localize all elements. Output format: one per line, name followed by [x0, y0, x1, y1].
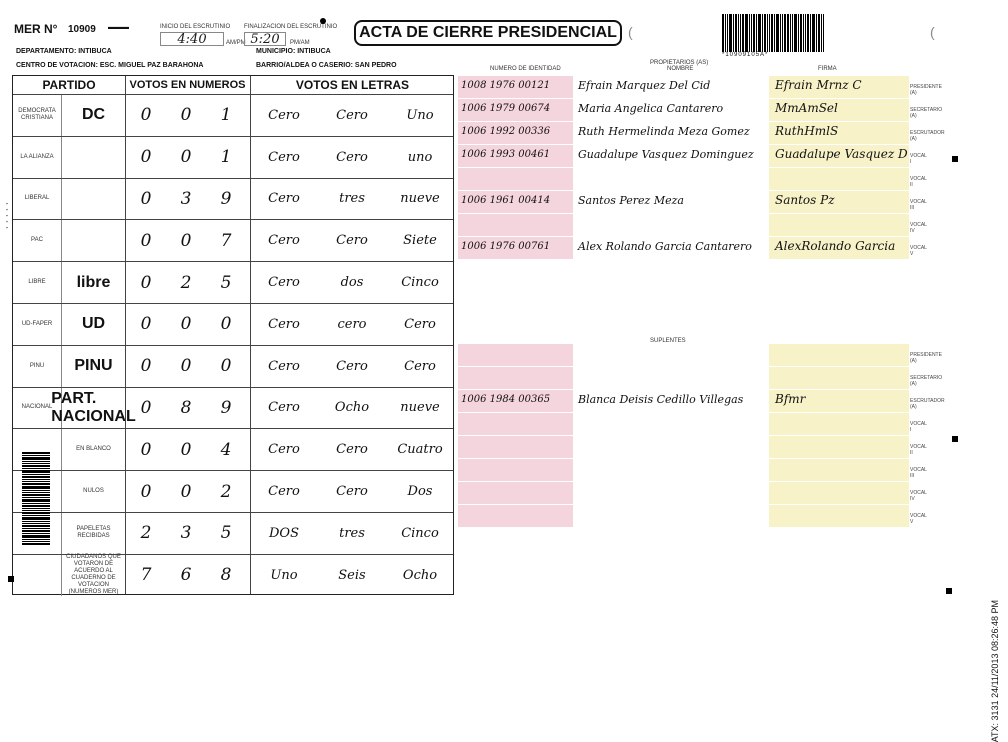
municipality-label: MUNICIPIO:: [256, 48, 296, 55]
party-name: LIBRE: [28, 279, 46, 286]
member-name: Guadalupe Vasquez Dominguez: [578, 148, 754, 161]
vote-word: uno: [407, 149, 433, 165]
name-cell: [575, 344, 767, 366]
name-cell: [575, 237, 767, 259]
end-time: 5:20: [244, 32, 286, 46]
vote-digit: 0: [180, 105, 192, 126]
vote-digit: 0: [140, 481, 152, 502]
department-label: DEPARTAMENTO:: [16, 48, 77, 55]
role-label: PRESIDENTE (A): [910, 84, 942, 96]
signature-row: [458, 505, 927, 527]
vote-word: Cero: [268, 149, 300, 165]
signature-row: [458, 168, 927, 190]
center-label: CENTRO DE VOTACION:: [16, 62, 98, 69]
id-number: 1006 1979 00674: [461, 103, 551, 114]
party-logo: PINU: [61, 346, 125, 387]
vote-digit: 4: [220, 439, 232, 460]
role-label: VOCAL I: [910, 153, 927, 165]
table-row: [13, 303, 453, 345]
bracket-icon: (: [628, 24, 633, 40]
name-cell: [575, 214, 767, 236]
vote-digit: 0: [140, 105, 152, 126]
id-number: 1006 1984 00365: [461, 394, 551, 405]
vote-digit: 3: [180, 523, 192, 544]
id-cell: [458, 390, 573, 412]
vote-word: dos: [340, 275, 364, 291]
id-cell: [458, 99, 573, 121]
bracket-icon-right: (: [930, 24, 935, 40]
table-row: [13, 94, 453, 136]
signature-row: [458, 367, 943, 389]
party-logo: DC: [61, 95, 125, 136]
member-name: Maria Angelica Cantarero: [578, 102, 724, 115]
name-column-header: NOMBRE: [667, 66, 694, 72]
signature-cell: [769, 344, 909, 366]
signature-cell: [769, 76, 909, 98]
vote-digit: 8: [220, 565, 232, 586]
department-value: INTIBUCA: [78, 48, 112, 55]
letters-column-header: VOTOS EN LETRAS: [295, 78, 410, 92]
table-row: [13, 219, 453, 261]
signature-text: MmAmSel: [775, 101, 838, 115]
id-cell: [458, 145, 573, 167]
vote-word: cero: [337, 316, 367, 332]
summary-label: PAPELETAS RECIBIDAS: [61, 513, 125, 554]
table-row: [13, 345, 453, 387]
vote-word: Cero: [336, 149, 368, 165]
party-name: LIBERAL: [24, 195, 50, 202]
vote-word: Cero: [268, 191, 300, 207]
signature-row: [458, 344, 942, 366]
signature-row: [458, 459, 927, 481]
id-cell: [458, 459, 573, 481]
vote-digit: 2: [180, 272, 192, 293]
signature-row: [458, 482, 927, 504]
member-name: Blanca Deisis Cedillo Villegas: [578, 393, 744, 406]
vote-word: Cero: [268, 484, 300, 500]
signature-cell: [769, 145, 909, 167]
member-name: Santos Perez Meza: [578, 194, 684, 207]
role-label: VOCAL V: [910, 245, 927, 257]
vote-word: tres: [339, 191, 365, 207]
name-cell: [575, 390, 767, 412]
vote-word: tres: [339, 525, 365, 541]
signature-cell: [769, 367, 909, 389]
party-name: PAC: [31, 237, 43, 244]
signature-text: Guadalupe Vasquez D: [775, 147, 908, 161]
role-label: SECRETARIO (A): [910, 375, 943, 387]
vote-digit: 9: [220, 397, 232, 418]
vote-word: Seis: [338, 567, 366, 583]
barrio-value: SAN PEDRO: [354, 62, 397, 69]
owners-header: PROPIETARIOS (AS): [650, 60, 709, 66]
vote-digit: 0: [220, 356, 232, 377]
id-cell: [458, 237, 573, 259]
substitutes-header: SUPLENTES: [650, 338, 686, 344]
role-label: PRESIDENTE (A): [910, 352, 942, 364]
vote-digit: 0: [140, 439, 152, 460]
member-name: Ruth Hermelinda Meza Gomez: [578, 125, 750, 138]
name-cell: [575, 76, 767, 98]
id-cell: [458, 344, 573, 366]
vote-digit: 0: [180, 481, 192, 502]
id-cell: [458, 436, 573, 458]
signature-cell: [769, 505, 909, 527]
mer-number: 10909: [68, 24, 96, 35]
id-cell: [458, 191, 573, 213]
table-row: [13, 178, 453, 220]
vote-digit: 0: [140, 397, 152, 418]
signature-text: RuthHmlS: [775, 124, 839, 138]
table-row: [13, 136, 453, 178]
party-logo: UD: [61, 304, 125, 345]
signature-text: Santos Pz: [775, 193, 835, 207]
vote-word: Cinco: [401, 275, 439, 291]
table-row: [13, 261, 453, 303]
name-cell: [575, 505, 767, 527]
center-value: ESC. MIGUEL PAZ BARAHONA: [99, 62, 204, 69]
vote-digit: 0: [140, 188, 152, 209]
vote-digit: 3: [180, 188, 192, 209]
vote-digit: 1: [220, 105, 232, 126]
vote-word: Cero: [268, 400, 300, 416]
vote-digit: 2: [140, 523, 152, 544]
id-number: 1006 1992 00336: [461, 126, 551, 137]
vote-word: Uno: [406, 107, 434, 123]
name-cell: [575, 168, 767, 190]
vote-digit: 5: [220, 272, 232, 293]
role-label: VOCAL IV: [910, 222, 927, 234]
vote-digit: 0: [140, 356, 152, 377]
vote-word: Cero: [268, 316, 300, 332]
id-cell: [458, 168, 573, 190]
signature-cell: [769, 214, 909, 236]
party-name: LA ALIANZA: [20, 153, 54, 160]
vote-word: Siete: [403, 233, 437, 249]
name-cell: [575, 99, 767, 121]
left-margin-code: ▪▪▪▪▪: [4, 200, 10, 230]
votes-table: [12, 75, 454, 595]
signature-row: [458, 99, 943, 121]
table-row: [13, 387, 453, 429]
municipality-value: INTIBUCA: [297, 48, 331, 55]
vote-word: Cero: [268, 107, 300, 123]
id-cell: [458, 214, 573, 236]
signature-row: [458, 436, 927, 458]
id-number: 1006 1961 00414: [461, 195, 551, 206]
name-cell: [575, 122, 767, 144]
vote-digit: 1: [220, 147, 232, 168]
signature-cell: [769, 482, 909, 504]
signature-cell: [769, 99, 909, 121]
signature-row: [458, 214, 927, 236]
vote-word: Cero: [268, 233, 300, 249]
vote-digit: 8: [180, 397, 192, 418]
id-cell: [458, 505, 573, 527]
member-name: Efrain Marquez Del Cid: [578, 79, 711, 92]
vote-digit: 0: [140, 314, 152, 335]
vote-digit: 0: [220, 314, 232, 335]
role-label: VOCAL IV: [910, 490, 927, 502]
signature-cell: [769, 168, 909, 190]
vote-word: Cero: [336, 358, 368, 374]
vote-word: Cero: [268, 275, 300, 291]
member-name: Alex Rolando Garcia Cantarero: [578, 240, 752, 253]
vote-word: Cero: [336, 484, 368, 500]
party-logo: libre: [61, 262, 125, 303]
id-cell: [458, 367, 573, 389]
id-number: 1008 1976 00121: [461, 80, 551, 91]
role-label: VOCAL II: [910, 444, 927, 456]
start-time: 4:40: [160, 32, 224, 46]
end-unit: PM/AM: [290, 40, 310, 46]
signature-row: [458, 191, 927, 213]
vote-word: Cero: [336, 233, 368, 249]
party-logo: PART. NACIONAL: [61, 388, 125, 429]
signature-text: Bfmr: [775, 392, 806, 406]
table-row: [13, 554, 453, 596]
table-row: [13, 470, 453, 512]
id-cell: [458, 482, 573, 504]
vote-digit: 0: [180, 356, 192, 377]
top-barcode: [722, 14, 825, 52]
end-label: FINALIZACION DEL ESCRUTINIO: [244, 24, 338, 30]
signature-cell: [769, 237, 909, 259]
vote-digit: 9: [220, 188, 232, 209]
party-name: DEMOCRATA CRISTIANA: [18, 108, 56, 122]
vote-digit: 0: [180, 147, 192, 168]
party-logo: [61, 137, 125, 178]
vote-digit: 6: [180, 565, 192, 586]
hole-mark-icon: [320, 18, 326, 24]
name-cell: [575, 459, 767, 481]
vote-word: Cero: [404, 358, 436, 374]
signature-cell: [769, 436, 909, 458]
role-label: VOCAL III: [910, 199, 927, 211]
vote-word: Cero: [268, 442, 300, 458]
barcode-number: *10909105A*: [722, 52, 769, 58]
role-label: VOCAL III: [910, 467, 927, 479]
role-label: ESCRUTADOR (A): [910, 398, 945, 410]
vote-digit: 0: [180, 314, 192, 335]
signature-cell: [769, 122, 909, 144]
vote-word: Cinco: [401, 525, 439, 541]
left-barcode: [22, 452, 50, 572]
vote-word: DOS: [269, 525, 299, 541]
role-label: SECRETARIO (A): [910, 107, 943, 119]
id-column-header: NUMERO DE IDENTIDAD: [490, 66, 561, 72]
vote-digit: 0: [180, 230, 192, 251]
signature-row: [458, 237, 927, 259]
numbers-column-header: VOTOS EN NUMEROS: [129, 79, 246, 91]
signature-row: [458, 122, 945, 144]
role-label: VOCAL II: [910, 176, 927, 188]
signature-cell: [769, 390, 909, 412]
party-column-header: PARTIDO: [42, 78, 96, 92]
start-unit: AM/PM: [226, 40, 246, 46]
vote-digit: 0: [180, 439, 192, 460]
name-cell: [575, 191, 767, 213]
vote-word: Uno: [270, 567, 298, 583]
document-title: ACTA DE CIERRE PRESIDENCIAL: [354, 20, 622, 46]
role-label: VOCAL I: [910, 421, 927, 433]
table-row: [13, 428, 453, 470]
corner-mark-icon-4: [946, 588, 952, 594]
signature-row: [458, 145, 927, 167]
vote-word: Cero: [336, 442, 368, 458]
party-logo: [61, 220, 125, 261]
name-cell: [575, 436, 767, 458]
name-cell: [575, 482, 767, 504]
role-label: ESCRUTADOR (A): [910, 130, 945, 142]
party-name: NACIONAL: [21, 404, 53, 411]
barrio-label: BARRIO/ALDEA O CASERIO:: [256, 62, 353, 69]
signature-row: [458, 390, 945, 412]
signature-cell: [769, 459, 909, 481]
signature-text: Efrain Mrnz C: [775, 78, 862, 92]
vote-digit: 7: [220, 230, 232, 251]
table-row: [13, 512, 453, 554]
party-name: PINU: [29, 362, 45, 369]
vote-digit: 2: [220, 481, 232, 502]
vote-digit: 0: [140, 230, 152, 251]
vote-word: Ocho: [334, 400, 370, 416]
summary-label: EN BLANCO: [61, 429, 125, 470]
vote-digit: 5: [220, 523, 232, 544]
vote-word: Ocho: [402, 567, 438, 583]
vote-digit: 0: [140, 147, 152, 168]
signature-text: AlexRolando Garcia: [775, 239, 896, 253]
corner-mark-icon: [952, 156, 958, 162]
id-cell: [458, 76, 573, 98]
vote-word: Dos: [407, 484, 433, 500]
vote-word: nueve: [400, 191, 440, 207]
name-cell: [575, 367, 767, 389]
name-cell: [575, 413, 767, 435]
sign-column-header: FIRMA: [818, 66, 837, 72]
side-timestamp: ATX: 3131 24/11/2013 08:26:48 PM: [990, 600, 1000, 742]
id-cell: [458, 413, 573, 435]
corner-mark-icon-3: [8, 576, 14, 582]
name-cell: [575, 145, 767, 167]
signature-row: [458, 76, 942, 98]
vote-word: Cero: [268, 358, 300, 374]
vote-word: Cero: [336, 107, 368, 123]
header-logo: ▬▬▬: [108, 24, 129, 31]
signature-row: [458, 413, 927, 435]
signature-cell: [769, 191, 909, 213]
vote-word: Cero: [404, 316, 436, 332]
id-number: 1006 1976 00761: [461, 241, 551, 252]
vote-digit: 7: [140, 565, 152, 586]
start-label: INICIO DEL ESCRUTINIO: [160, 24, 231, 30]
party-name: UD-FAPER: [21, 320, 53, 327]
vote-digit: 0: [140, 272, 152, 293]
party-logo: [61, 179, 125, 220]
summary-label: NULOS: [61, 471, 125, 512]
vote-word: Cuatro: [397, 442, 443, 458]
mer-label: MER N°: [14, 22, 58, 36]
role-label: VOCAL V: [910, 513, 927, 525]
vote-word: nueve: [400, 400, 440, 416]
table-header-row: [13, 76, 453, 94]
summary-label: CIUDADANOS QUE VOTARON DE ACUERDO AL CUADERNO DE VOTACION (NUMEROS MER): [61, 555, 125, 596]
corner-mark-icon-2: [952, 436, 958, 442]
id-number: 1006 1993 00461: [461, 149, 551, 160]
signature-cell: [769, 413, 909, 435]
id-cell: [458, 122, 573, 144]
